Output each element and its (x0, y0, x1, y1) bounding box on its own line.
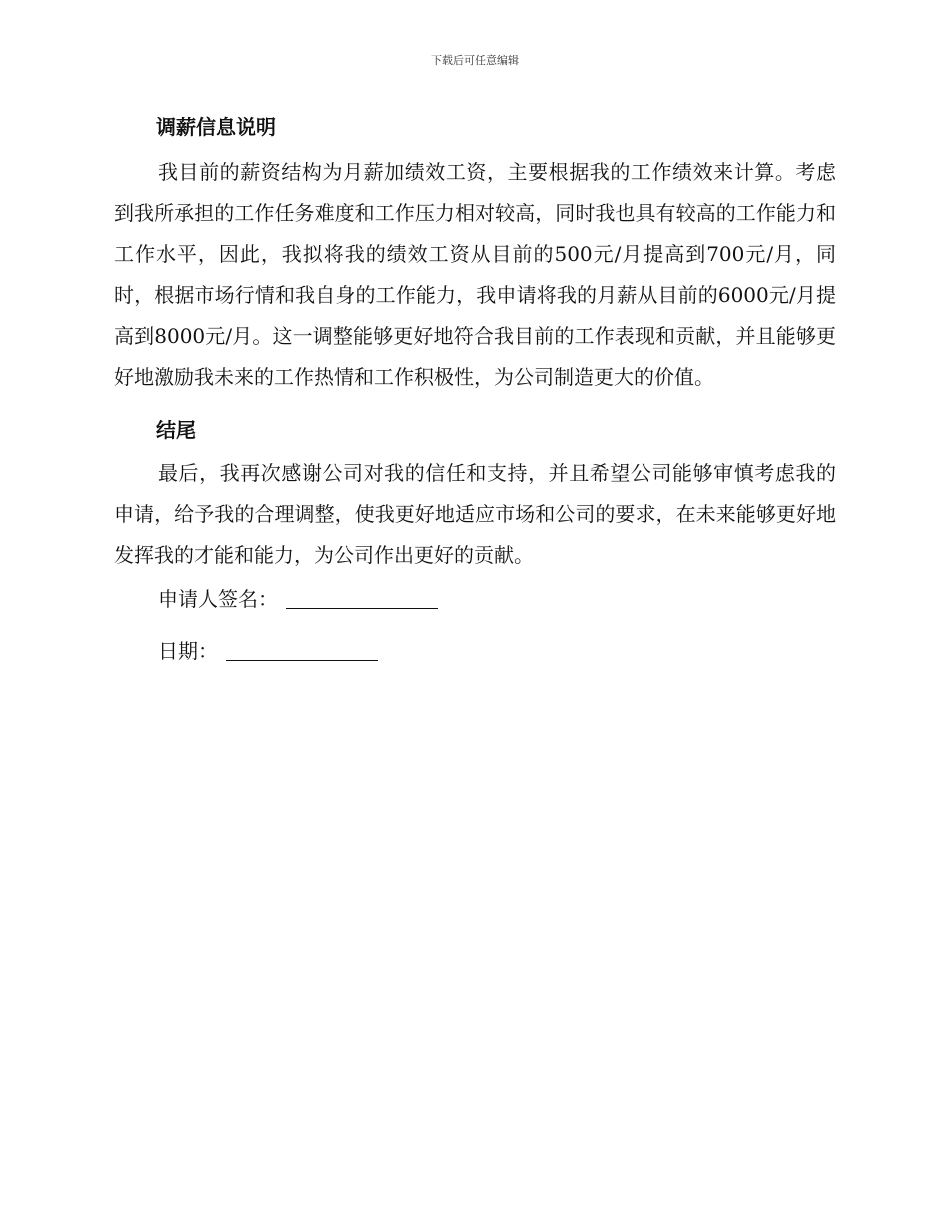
section-heading-salary-info: 调薪信息说明 (156, 115, 276, 139)
date-row (114, 631, 836, 672)
applicant-signature-label: 申请人签名： (158, 587, 278, 611)
section-heading-closing: 结尾 (156, 418, 196, 442)
date-label: 日期： (158, 639, 218, 663)
document-body (114, 112, 836, 672)
section-paragraph-salary-info: 我目前的薪资结构为月薪加绩效工资，主要根据我的工作绩效来计算。考虑到我所承担的工作任务难度和工作压力相对较高，同时我也具有较高的工作能力和工作水平，因此，我拟将我的绩效工资从目前的500元/月提高到700元/月，同时，根据市场行情和我自身的工作能力，我申请将我的月薪从目前的6000元/月提高到8000元/月。这一调整能够更好地符合我目前的工作表现和贡献，并且能够更好地激励我未来的工作热情和工作积极性，为公司制造更大的价值。 (114, 160, 836, 389)
applicant-signature-blank (286, 584, 438, 609)
date-blank (226, 636, 378, 661)
page-header: 下载后可任意编辑 (431, 54, 519, 67)
applicant-signature-row (114, 579, 836, 620)
section-paragraph-closing: 最后，我再次感谢公司对我的信任和支持，并且希望公司能够审慎考虑我的申请，给予我的合理调整，使我更好地适应市场和公司的要求，在未来能够更好地发挥我的才能和能力，为公司作出更好的贡献。 (114, 461, 836, 567)
